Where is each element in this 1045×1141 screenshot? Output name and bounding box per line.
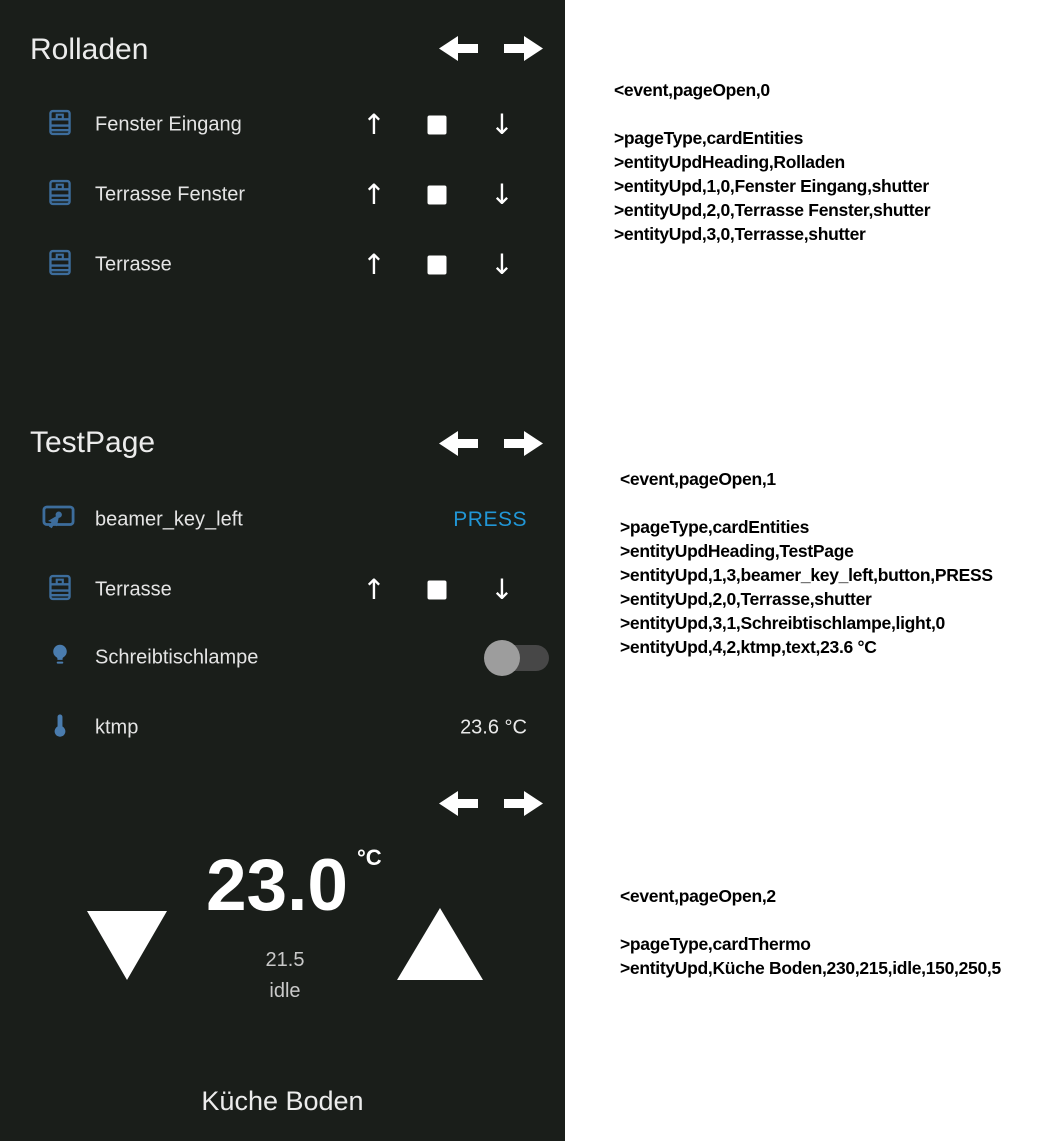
shutter-down-button[interactable]: ↓ <box>490 573 514 606</box>
protocol-line <box>614 102 930 126</box>
nav-prev-button[interactable] <box>438 788 478 819</box>
protocol-line: >entityUpd,3,1,Schreibtischlampe,light,0 <box>620 613 945 633</box>
entity-label: Terrasse Fenster <box>95 183 246 206</box>
temperature-value: 23.6 °C <box>460 716 527 739</box>
nav-prev-button[interactable] <box>438 33 478 64</box>
protocol-line: <event,pageOpen,0 <box>614 80 770 100</box>
window-shutter-icon <box>46 574 74 607</box>
protocol-line: >entityUpd,1,0,Fenster Eingang,shutter <box>614 176 929 196</box>
entity-row <box>0 623 565 693</box>
nav-prev-button[interactable] <box>438 428 478 459</box>
entity-label: Terrasse <box>95 578 172 601</box>
protocol-block-1 <box>620 467 993 659</box>
protocol-line: <event,pageOpen,2 <box>620 886 776 906</box>
lightbulb-icon <box>46 642 74 675</box>
entity-row <box>0 485 565 555</box>
protocol-line: <event,pageOpen,1 <box>620 469 776 489</box>
arrow-right-icon <box>504 428 544 459</box>
thermostat-title: Küche Boden <box>201 1086 364 1116</box>
entity-row <box>0 230 565 300</box>
nav-next-button[interactable] <box>504 428 544 459</box>
light-toggle-switch[interactable] <box>484 640 550 676</box>
entity-label: Schreibtischlampe <box>95 646 259 669</box>
window-shutter-icon <box>46 179 74 212</box>
arrow-left-icon <box>438 428 478 459</box>
protocol-line <box>620 491 993 515</box>
arrow-left-icon <box>438 788 478 819</box>
entity-label: Fenster Eingang <box>95 113 242 136</box>
shutter-stop-button[interactable] <box>428 186 447 205</box>
thermometer-icon <box>46 712 74 745</box>
press-button[interactable]: PRESS <box>453 508 527 531</box>
window-shutter-icon <box>46 109 74 142</box>
shutter-down-button[interactable]: ↓ <box>490 178 514 211</box>
entity-row <box>0 160 565 230</box>
entity-row <box>0 90 565 160</box>
entity-label: beamer_key_left <box>95 508 243 531</box>
protocol-block-2 <box>620 884 1001 980</box>
target-temperature: 21.5 <box>265 949 305 971</box>
protocol-line: >entityUpd,3,0,Terrasse,shutter <box>614 224 866 244</box>
shutter-up-button[interactable]: ↑ <box>362 248 386 281</box>
protocol-block-0 <box>614 78 930 246</box>
protocol-line: >pageType,cardEntities <box>620 517 810 537</box>
protocol-line: >pageType,cardEntities <box>614 128 804 148</box>
gesture-tap-button-icon <box>42 504 75 537</box>
shutter-stop-button[interactable] <box>428 116 447 135</box>
shutter-down-button[interactable]: ↓ <box>490 248 514 281</box>
page-title: Rolladen <box>30 33 149 66</box>
toggle-knob <box>484 640 520 676</box>
entity-row <box>0 555 565 625</box>
protocol-line: >entityUpd,2,0,Terrasse Fenster,shutter <box>614 200 931 220</box>
current-temperature: 23.0 <box>205 845 349 926</box>
entity-label: Terrasse <box>95 253 172 276</box>
protocol-line: >pageType,cardThermo <box>620 934 811 954</box>
arrow-right-icon <box>504 788 544 819</box>
nav-next-button[interactable] <box>504 33 544 64</box>
shutter-stop-button[interactable] <box>428 256 447 275</box>
shutter-down-button[interactable]: ↓ <box>490 108 514 141</box>
shutter-up-button[interactable]: ↑ <box>362 108 386 141</box>
protocol-line: >entityUpdHeading,TestPage <box>620 541 854 561</box>
shutter-up-button[interactable]: ↑ <box>362 178 386 211</box>
arrow-left-icon <box>438 33 478 64</box>
protocol-line: >entityUpd,1,3,beamer_key_left,button,PRESS <box>620 565 993 585</box>
shutter-up-button[interactable]: ↑ <box>362 573 386 606</box>
arrow-right-icon <box>504 33 544 64</box>
nav-next-button[interactable] <box>504 788 544 819</box>
entity-row <box>0 693 565 763</box>
protocol-line: >entityUpd,Küche Boden,230,215,idle,150,250,5 <box>620 958 1001 978</box>
shutter-stop-button[interactable] <box>428 581 447 600</box>
hvac-state: idle <box>269 980 301 1002</box>
protocol-line: >entityUpd,2,0,Terrasse,shutter <box>620 589 872 609</box>
window-shutter-icon <box>46 249 74 282</box>
temperature-unit: °C <box>357 845 382 870</box>
protocol-line: >entityUpd,4,2,ktmp,text,23.6 °C <box>620 637 877 657</box>
protocol-line: >entityUpdHeading,Rolladen <box>614 152 845 172</box>
entity-label: ktmp <box>95 716 139 739</box>
page-title: TestPage <box>30 426 156 459</box>
protocol-line <box>620 908 1001 932</box>
